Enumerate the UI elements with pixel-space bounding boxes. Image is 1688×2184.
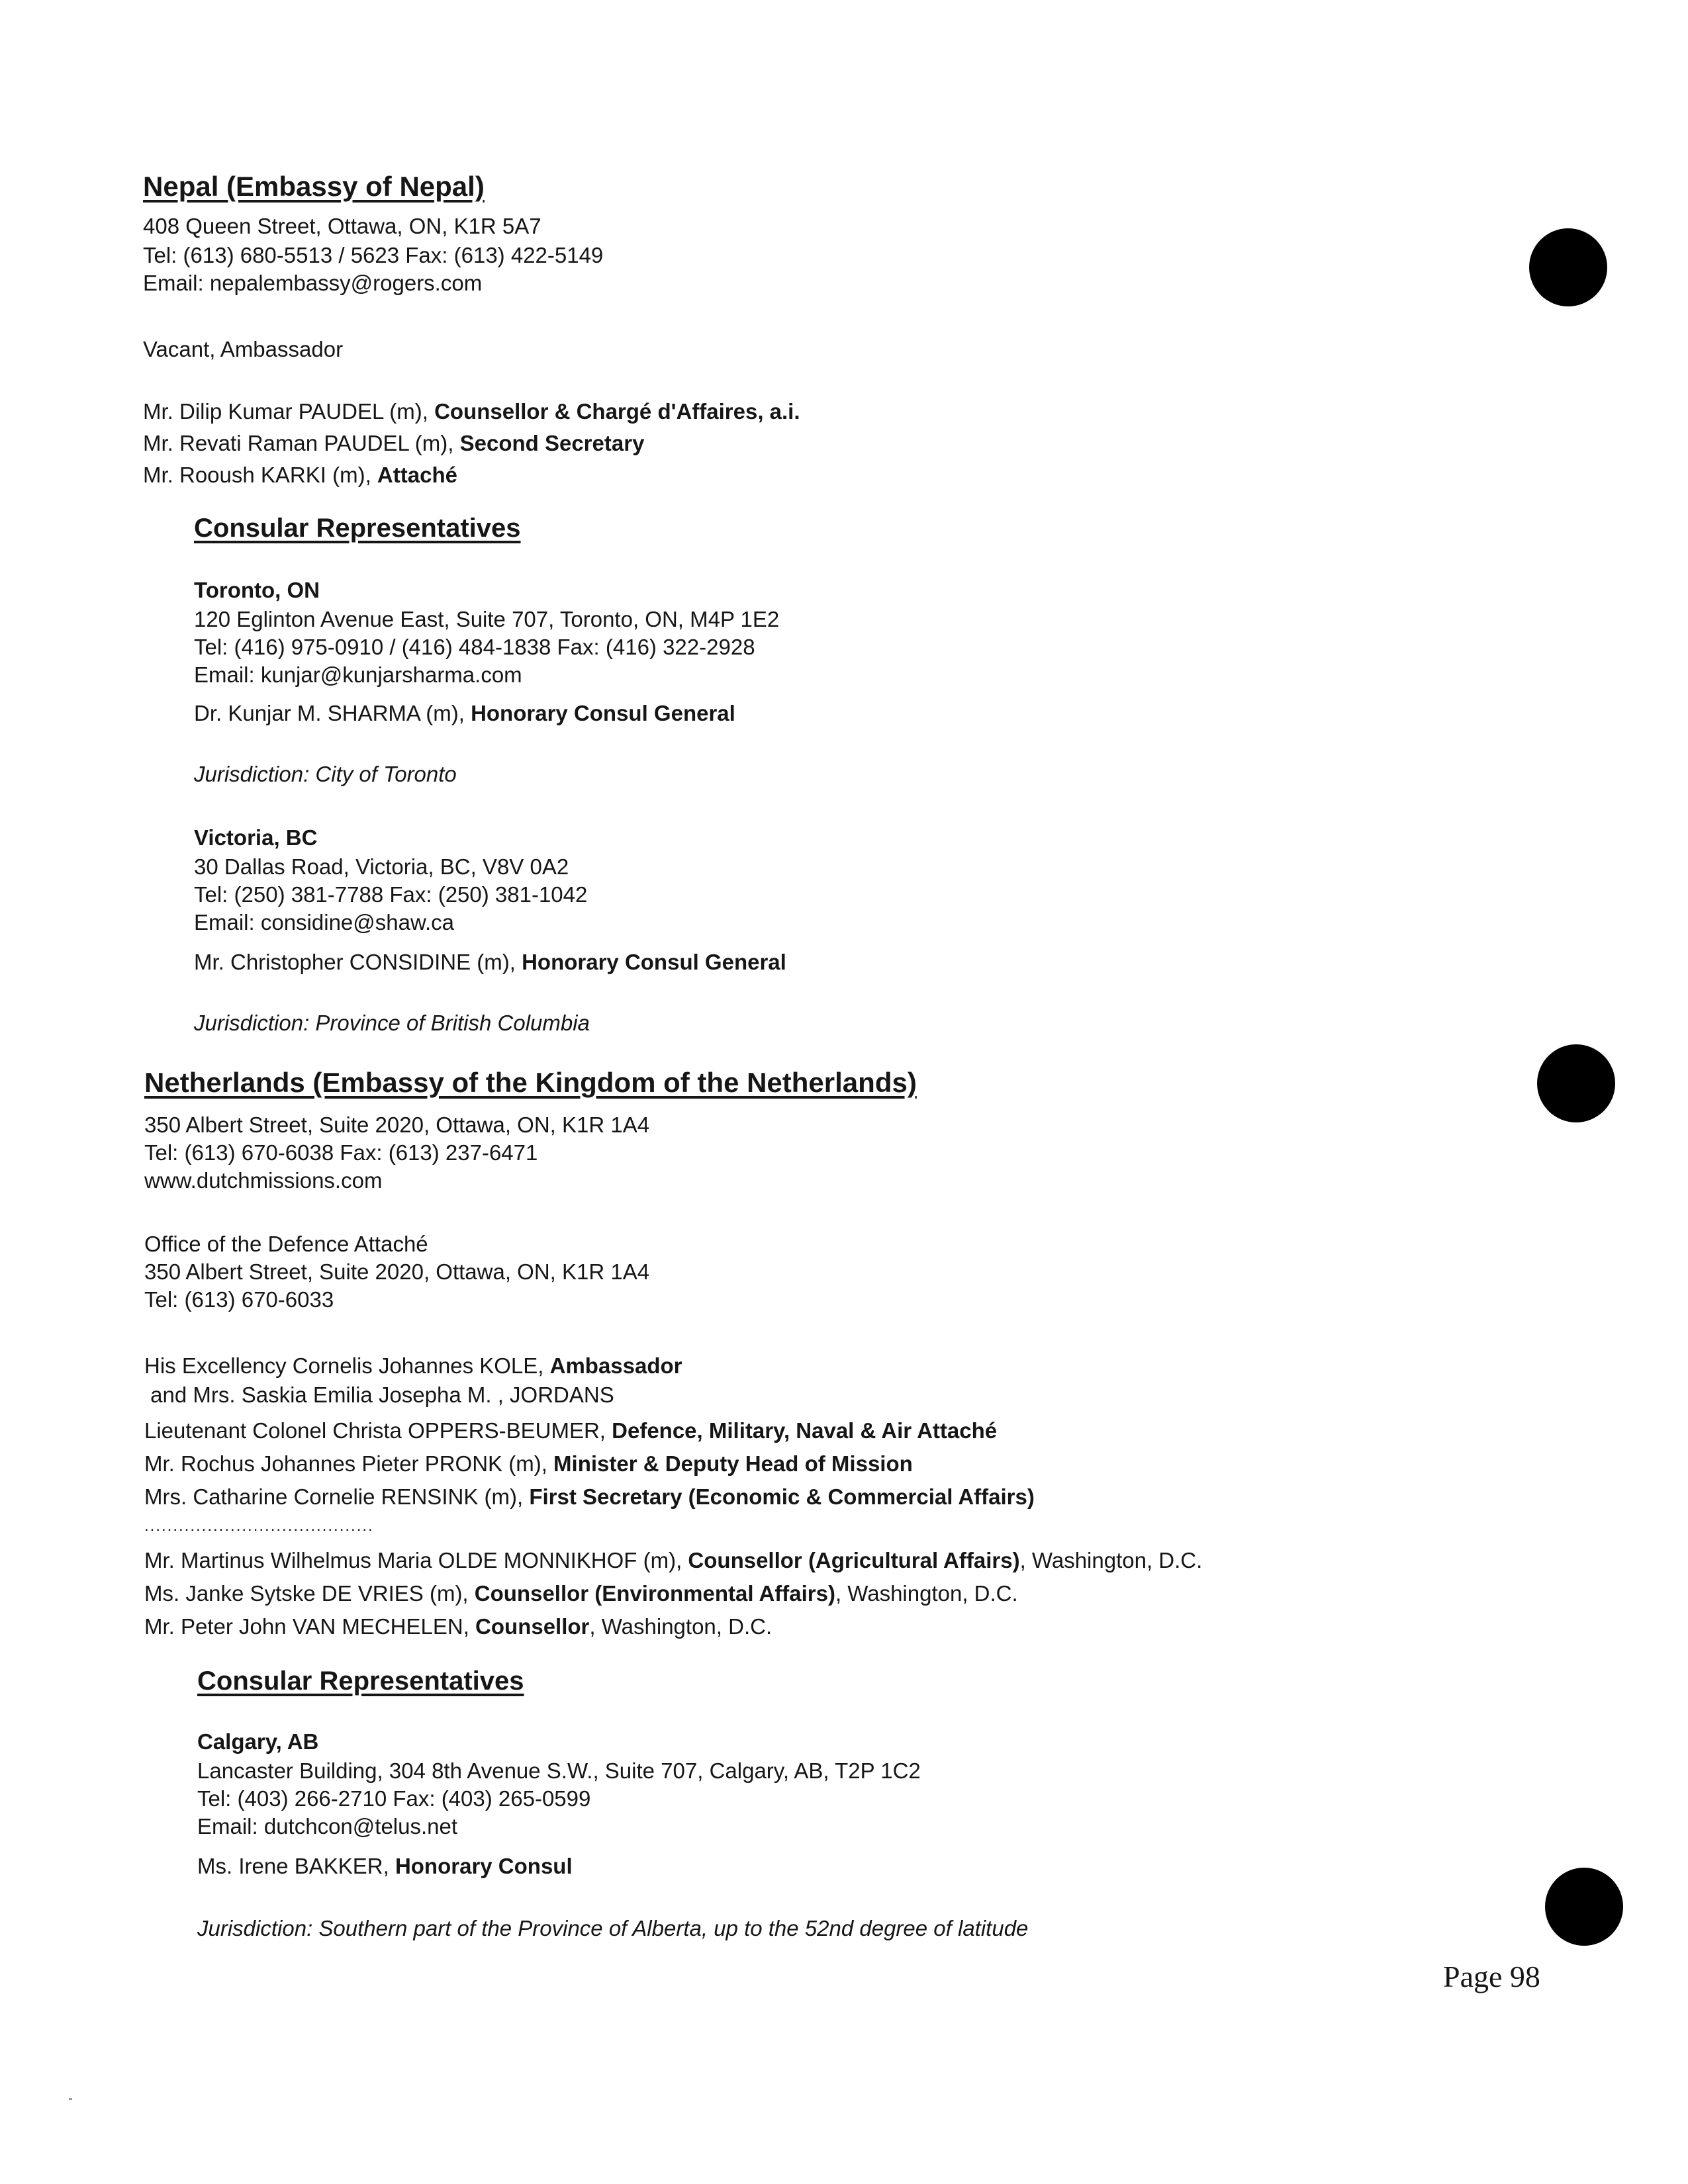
netherlands-consular-heading: Consular Representatives xyxy=(197,1666,524,1696)
netherlands-address: 350 Albert Street, Suite 2020, Ottawa, ON, K1R 1A4 xyxy=(144,1113,650,1137)
punch-hole-middle xyxy=(1537,1044,1615,1122)
punch-hole-bottom xyxy=(1545,1868,1623,1946)
defence-office: Office of the Defence Attaché xyxy=(144,1232,428,1256)
netherlands-staff-row xyxy=(144,1451,913,1477)
staff-title: Counsellor (Environmental Affairs) xyxy=(474,1581,835,1606)
consulate-city: Calgary, AB xyxy=(197,1729,319,1754)
washington-staff-row xyxy=(144,1580,1018,1607)
staff-title: Defence, Military, Naval & Air Attaché xyxy=(612,1418,998,1443)
staff-name: Ms. Janke Sytske DE VRIES (m), xyxy=(144,1581,475,1606)
consulate-jurisdiction: Jurisdiction: Southern part of the Province of Alberta, up to the 52nd degree of latitude xyxy=(197,1916,1029,1940)
consulate-email: Email: kunjar@kunjarsharma.com xyxy=(194,662,522,687)
nepal-email: Email: nepalembassy@rogers.com xyxy=(143,271,483,295)
ambassador-title: Ambassador xyxy=(549,1353,682,1378)
nepal-tel: Tel: (613) 680-5513 / 5623 Fax: (613) 422-5149 xyxy=(143,243,604,267)
staff-name: Lieutenant Colonel Christa OPPERS-BEUMER, xyxy=(144,1418,612,1443)
nepal-staff-row xyxy=(143,462,457,488)
staff-title: Second Secretary xyxy=(459,431,645,455)
separator-dots: ........................................ xyxy=(144,1517,374,1535)
person-title: Honorary Consul General xyxy=(471,701,735,725)
consulate-address: Lancaster Building, 304 8th Avenue S.W., Suite 707, Calgary, AB, T2P 1C2 xyxy=(197,1758,921,1783)
person-title: Honorary Consul General xyxy=(522,950,786,974)
nepal-consular-heading: Consular Representatives xyxy=(194,514,521,543)
staff-name: Mr. Dilip Kumar PAUDEL (m), xyxy=(143,399,435,424)
person-title: Honorary Consul xyxy=(395,1854,573,1878)
punch-hole-top xyxy=(1529,228,1607,306)
nepal-heading: Nepal (Embassy of Nepal) xyxy=(143,171,485,202)
person-name: Dr. Kunjar M. SHARMA (m), xyxy=(194,701,471,725)
consulate-email: Email: dutchcon@telus.net xyxy=(197,1814,458,1839)
consulate-person xyxy=(194,700,735,727)
staff-name: Mr. Rochus Johannes Pieter PRONK (m), xyxy=(144,1451,554,1476)
nepal-staff-row xyxy=(143,398,800,425)
ambassador-spouse: and Mrs. Saskia Emilia Josepha M. , JORDANS xyxy=(144,1383,614,1407)
defence-tel: Tel: (613) 670-6033 xyxy=(144,1287,334,1312)
nepal-address: 408 Queen Street, Ottawa, ON, K1R 5A7 xyxy=(143,214,541,238)
person-name: Mr. Christopher CONSIDINE (m), xyxy=(194,950,522,974)
staff-title: First Secretary (Economic & Commercial Affairs) xyxy=(529,1484,1035,1509)
nepal-ambassador: Vacant, Ambassador xyxy=(143,337,344,361)
consulate-tel: Tel: (416) 975-0910 / (416) 484-1838 Fax: (416) 322-2928 xyxy=(194,635,755,659)
staff-location: , Washington, D.C. xyxy=(1019,1548,1203,1572)
consulate-tel: Tel: (403) 266-2710 Fax: (403) 265-0599 xyxy=(197,1786,591,1811)
scan-speck xyxy=(69,2098,72,2100)
consulate-tel: Tel: (250) 381-7788 Fax: (250) 381-1042 xyxy=(194,882,588,907)
consulate-jurisdiction: Jurisdiction: City of Toronto xyxy=(194,762,457,786)
staff-name: Mr. Revati Raman PAUDEL (m), xyxy=(143,431,460,455)
staff-title: Minister & Deputy Head of Mission xyxy=(553,1451,913,1476)
consulate-email: Email: considine@shaw.ca xyxy=(194,910,455,934)
defence-address: 350 Albert Street, Suite 2020, Ottawa, ON, K1R 1A4 xyxy=(144,1259,650,1284)
staff-name: Mr. Martinus Wilhelmus Maria OLDE MONNIKHOF (m), xyxy=(144,1548,688,1572)
consulate-city: Toronto, ON xyxy=(194,578,320,602)
consulate-address: 120 Eglinton Avenue East, Suite 707, Toronto, ON, M4P 1E2 xyxy=(194,607,780,631)
staff-name: Mrs. Catharine Cornelie RENSINK (m), xyxy=(144,1484,530,1509)
ambassador-name: His Excellency Cornelis Johannes KOLE, xyxy=(144,1353,550,1378)
staff-location: , Washington, D.C. xyxy=(835,1581,1018,1606)
netherlands-heading: Netherlands (Embassy of the Kingdom of the Netherlands) xyxy=(144,1067,917,1098)
netherlands-web: www.dutchmissions.com xyxy=(144,1168,383,1193)
person-name: Ms. Irene BAKKER, xyxy=(197,1854,395,1878)
washington-staff-row xyxy=(144,1547,1202,1574)
staff-location: , Washington, D.C. xyxy=(589,1614,773,1639)
staff-name: Mr. Peter John VAN MECHELEN, xyxy=(144,1614,476,1639)
washington-staff-row xyxy=(144,1614,772,1640)
consulate-address: 30 Dallas Road, Victoria, BC, V8V 0A2 xyxy=(194,854,569,879)
netherlands-staff-row xyxy=(144,1418,997,1444)
page-number: Page 98 xyxy=(1443,1960,1540,1993)
netherlands-staff-row xyxy=(144,1484,1035,1510)
nepal-staff-row xyxy=(143,430,644,457)
consulate-city: Victoria, BC xyxy=(194,825,318,850)
consulate-person xyxy=(197,1853,573,1880)
netherlands-tel: Tel: (613) 670-6038 Fax: (613) 237-6471 xyxy=(144,1140,538,1165)
staff-title: Counsellor & Chargé d'Affaires, a.i. xyxy=(434,399,800,424)
staff-title: Counsellor (Agricultural Affairs) xyxy=(688,1548,1020,1572)
consulate-jurisdiction: Jurisdiction: Province of British Columbia xyxy=(194,1011,590,1035)
staff-name: Mr. Rooush KARKI (m), xyxy=(143,463,377,487)
consulate-person xyxy=(194,949,786,976)
staff-title: Attaché xyxy=(377,463,457,487)
staff-title: Counsellor xyxy=(475,1614,590,1639)
netherlands-ambassador xyxy=(144,1353,682,1379)
